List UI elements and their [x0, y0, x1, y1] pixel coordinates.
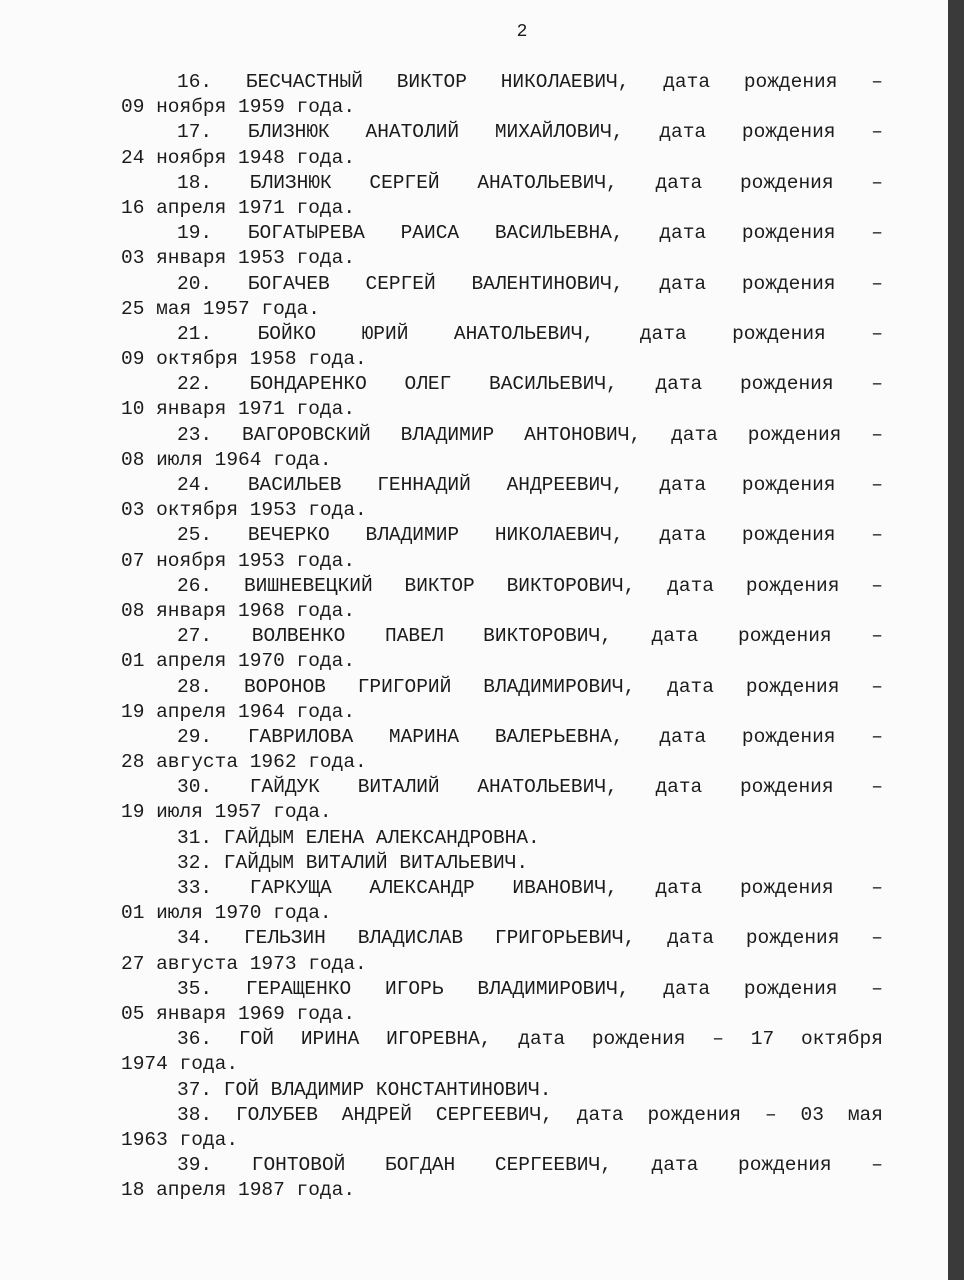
- entry-second-line: 18 апреля 1987 года.: [121, 1179, 356, 1202]
- entry-first-line: 21. БОЙКО ЮРИЙ АНАТОЛЬЕВИЧ, дата рождения –: [177, 322, 883, 345]
- entry-first-line: 39. ГОНТОВОЙ БОГДАН СЕРГЕЕВИЧ, дата рождения –: [177, 1154, 883, 1177]
- entry-second-line: 08 января 1968 года.: [121, 599, 356, 622]
- list-item: [121, 171, 883, 221]
- list-item: [121, 624, 883, 674]
- entry-first-line: 33. ГАРКУЩА АЛЕКСАНДР ИВАНОВИЧ, дата рождения –: [177, 877, 883, 899]
- entry-second-line: 01 апреля 1970 года.: [121, 650, 356, 673]
- entry-second-line: 28 августа 1962 года.: [121, 751, 367, 774]
- entry-first-line: 32. ГАЙДЫМ ВИТАЛИЙ ВИТАЛЬЕВИЧ.: [177, 851, 529, 874]
- entry-second-line: 27 августа 1973 года.: [121, 952, 367, 975]
- list-item: [121, 574, 883, 624]
- entry-first-line: 28. ВОРОНОВ ГРИГОРИЙ ВЛАДИМИРОВИЧ, дата рождения –: [177, 675, 883, 698]
- list-item: [121, 926, 883, 976]
- entry-first-line: 24. ВАСИЛЬЕВ ГЕННАДИЙ АНДРЕЕВИЧ, дата рождения –: [177, 474, 883, 496]
- entry-first-line: 37. ГОЙ ВЛАДИМИР КОНСТАНТИНОВИЧ.: [177, 1078, 552, 1101]
- entry-second-line: 16 апреля 1971 года.: [121, 196, 356, 219]
- entry-first-line: 23. ВАГОРОВСКИЙ ВЛАДИМИР АНТОНОВИЧ, дата рождения –: [177, 423, 883, 446]
- list-item: [121, 322, 883, 372]
- list-item: [121, 675, 883, 725]
- entry-first-line: 35. ГЕРАЩЕНКО ИГОРЬ ВЛАДИМИРОВИЧ, дата рождения –: [177, 977, 883, 1000]
- entry-first-line: 27. ВОЛВЕНКО ПАВЕЛ ВИКТОРОВИЧ, дата рождения –: [177, 625, 883, 648]
- entry-second-line: 09 октября 1958 года.: [121, 348, 367, 371]
- list-item: [121, 423, 883, 473]
- list-item: [121, 775, 883, 825]
- entry-second-line: 1974 года.: [121, 1053, 239, 1076]
- entry-second-line: 24 ноября 1948 года.: [121, 146, 356, 169]
- list-item: [121, 1078, 883, 1103]
- entry-second-line: 07 ноября 1953 года.: [121, 549, 356, 572]
- entry-first-line: 36. ГОЙ ИРИНА ИГОРЕВНА, дата рождения – 17 октября: [177, 1028, 883, 1051]
- list-item: [121, 826, 883, 851]
- list-item: [121, 977, 883, 1027]
- entry-second-line: 01 июля 1970 года.: [121, 902, 332, 925]
- list-item: [121, 120, 883, 170]
- entry-first-line: 25. ВЕЧЕРКО ВЛАДИМИР НИКОЛАЕВИЧ, дата рождения –: [177, 524, 883, 547]
- list-item: [121, 523, 883, 573]
- entry-first-line: 16. БЕСЧАСТНЫЙ ВИКТОР НИКОЛАЕВИЧ, дата рождения –: [177, 71, 883, 93]
- entry-second-line: 03 января 1953 года.: [121, 247, 356, 270]
- entry-first-line: 26. ВИШНЕВЕЦКИЙ ВИКТОР ВИКТОРОВИЧ, дата рождения –: [177, 574, 883, 597]
- list-item: [121, 876, 883, 926]
- entry-first-line: 38. ГОЛУБЕВ АНДРЕЙ СЕРГЕЕВИЧ, дата рождения – 03 мая: [177, 1103, 883, 1126]
- list-item: [121, 70, 883, 120]
- list-item: [121, 851, 883, 876]
- entry-second-line: 25 мая 1957 года.: [121, 297, 320, 320]
- entry-first-line: 31. ГАЙДЫМ ЕЛЕНА АЛЕКСАНДРОВНА.: [177, 826, 540, 849]
- entry-second-line: 08 июля 1964 года.: [121, 448, 332, 471]
- entry-second-line: 19 апреля 1964 года.: [121, 700, 356, 723]
- entry-first-line: 18. БЛИЗНЮК СЕРГЕЙ АНАТОЛЬЕВИЧ, дата рождения –: [177, 171, 883, 194]
- list-item: [121, 1153, 883, 1203]
- list-item: [121, 725, 883, 775]
- entry-second-line: 03 октября 1953 года.: [121, 499, 367, 522]
- entry-first-line: 19. БОГАТЫРЕВА РАИСА ВАСИЛЬЕВНА, дата рождения –: [177, 222, 883, 245]
- list-item: [121, 473, 883, 523]
- entry-second-line: 19 июля 1957 года.: [121, 801, 332, 824]
- list-item: [121, 272, 883, 322]
- entry-first-line: 22. БОНДАРЕНКО ОЛЕГ ВАСИЛЬЕВИЧ, дата рождения –: [177, 373, 883, 396]
- page-edge-shadow: [948, 0, 964, 1280]
- entry-list: [121, 70, 883, 1203]
- list-item: [121, 1027, 883, 1077]
- entry-second-line: 09 ноября 1959 года.: [121, 96, 356, 119]
- entry-first-line: 20. БОГАЧЕВ СЕРГЕЙ ВАЛЕНТИНОВИЧ, дата рождения –: [177, 272, 883, 295]
- list-item: [121, 221, 883, 271]
- entry-first-line: 29. ГАВРИЛОВА МАРИНА ВАЛЕРЬЕВНА, дата рождения –: [177, 725, 883, 748]
- list-item: [121, 372, 883, 422]
- entry-first-line: 17. БЛИЗНЮК АНАТОЛИЙ МИХАЙЛОВИЧ, дата рождения –: [177, 121, 883, 144]
- list-item: [121, 1103, 883, 1153]
- entry-second-line: 05 января 1969 года.: [121, 1002, 356, 1025]
- entry-second-line: 1963 года.: [121, 1128, 239, 1151]
- page-number: 2: [516, 22, 528, 42]
- entry-second-line: 10 января 1971 года.: [121, 398, 356, 421]
- entry-first-line: 34. ГЕЛЬЗИН ВЛАДИСЛАВ ГРИГОРЬЕВИЧ, дата рождения –: [177, 927, 883, 950]
- entry-first-line: 30. ГАЙДУК ВИТАЛИЙ АНАТОЛЬЕВИЧ, дата рождения –: [177, 776, 883, 799]
